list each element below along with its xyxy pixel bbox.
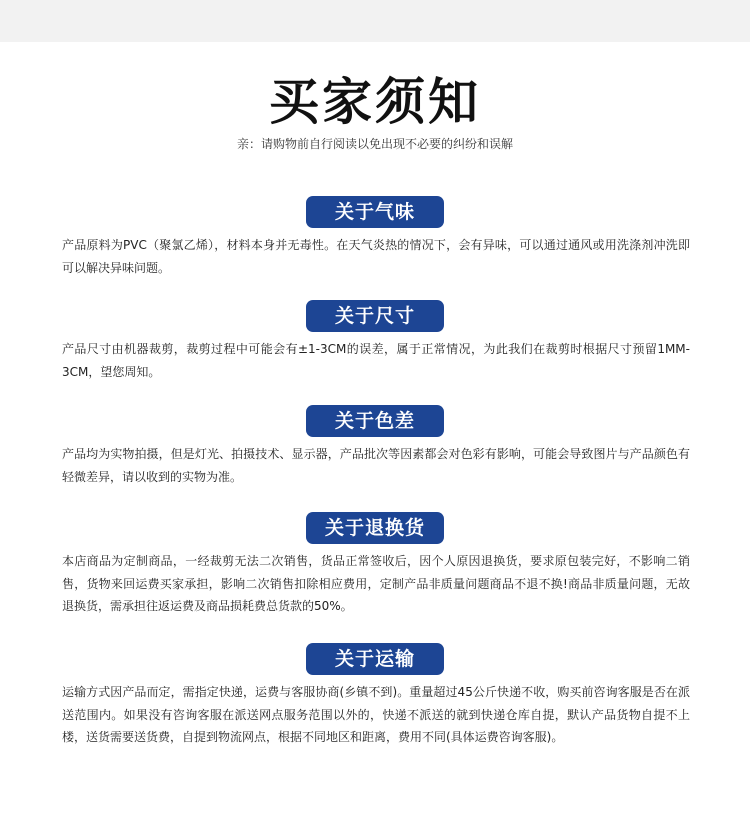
section-heading-badge: 关于尺寸 [306,300,444,332]
section-body-text: 产品原料为PVC（聚氯乙烯），材料本身并无毒性。在天气炎热的情况下，会有异味，可以通过通风或用洗涤剂冲洗即可以解决异味问题。 [62,238,690,275]
page-subtitle: 亲：请购物前自行阅读以免出现不必要的纠纷和误解 [236,137,513,151]
section-heading-badge: 关于退换货 [306,512,444,544]
section-heading-badge: 关于气味 [306,196,444,228]
section-heading-badge: 关于色差 [306,405,444,437]
section-heading-badge: 关于运输 [306,643,444,675]
section-body-text: 本店商品为定制商品，一经裁剪无法二次销售，货品正常签收后，因个人原因退换货，要求原包装完好，不影响二销售，货物来回运费买家承担，影响二次销售扣除相应费用，定制产品非质量问题商品不退不换!商品非质量问题，无故退换货，需承担往返运费及商品损耗费总货款的50%。 [62,554,690,613]
page-title: 买家须知 [269,73,481,131]
section-body-text: 运输方式因产品而定，需指定快递，运费与客服协商(乡镇不到)。重量超过45公斤快递不收，购买前咨询客服是否在派送范围内。如果没有咨询客服在派送网点服务范围以外的，快递不派送的就到快递仓库自提，默认产品货物自提不上楼，送货需要送货费，自提到物流网点，根据不同地区和距离，费用不同(具体运费咨询客服)。 [62,685,690,744]
section-body-text: 产品均为实物拍摄，但是灯光、拍摄技术、显示器，产品批次等因素都会对色彩有影响，可能会导致图片与产品颜色有轻微差异，请以收到的实物为准。 [62,447,690,484]
top-band [0,0,750,42]
section-body-text: 产品尺寸由机器裁剪，裁剪过程中可能会有±1-3CM的误差，属于正常情况，为此我们在裁剪时根据尺寸预留1MM-3CM，望您周知。 [62,342,690,379]
